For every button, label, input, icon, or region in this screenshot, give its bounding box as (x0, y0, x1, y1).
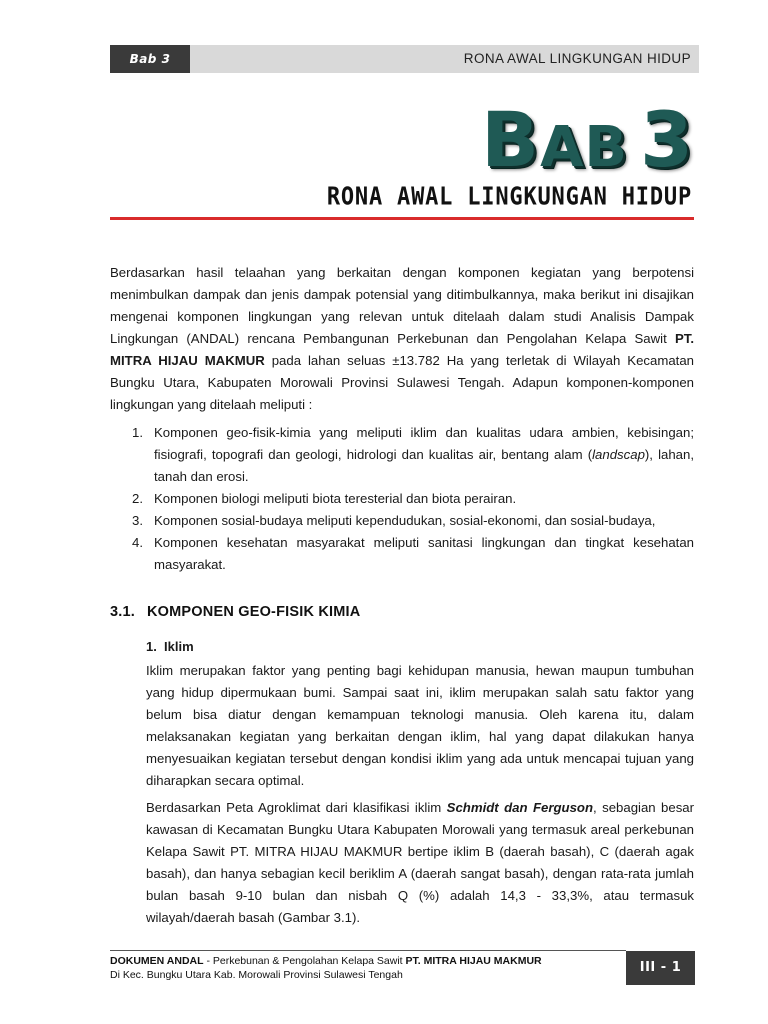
footer-doc-label: DOKUMEN ANDAL (110, 955, 204, 967)
chapter-tab: Bab 3 (110, 45, 190, 73)
list-item-emphasis: landscap (592, 447, 645, 462)
footer-divider (110, 950, 626, 951)
list-item-text: Komponen biologi meliputi biota teresterial dan biota perairan. (154, 491, 517, 506)
chapter-heading-number: 3 (640, 95, 694, 184)
intro-company: PT. MITRA HIJAU MAKMUR (110, 331, 694, 368)
list-item (110, 488, 694, 510)
list-item-number: 2. (132, 491, 143, 506)
list-item-number: 3. (132, 513, 143, 528)
list-item (110, 422, 694, 488)
list-item-text: Komponen kesehatan masyarakat meliputi sanitasi lingkungan dan tingkat kesehatan masyarakat. (154, 535, 694, 572)
intro-text-2: pada lahan seluas ±13.782 Ha yang terletak di Wilayah Kecamatan Bungku Utara, Kabupaten Morowali Provinsi Sulawesi Tengah. Adapun komponen-komponen lingkungan yang ditelaah meliputi : (110, 353, 694, 412)
list-item-text-end: ), lahan, tanah dan erosi. (154, 447, 694, 484)
chapter-heading-rest: AB (540, 115, 629, 180)
footer-company: PT. MITRA HIJAU MAKMUR (405, 955, 542, 967)
climate-paragraph-2-text-end: , sebagian besar kawasan di Kecamatan Bungku Utara Kabupaten Morowali yang termasuk areal perkebunan Kelapa Sawit PT. MITRA HIJAU MAKMUR bertipe iklim B (daerah basah), C (daerah agak basah), dan hanya sebagian kecil beriklim A (daerah sangat basah), dengan rata-rata jumlah bulan basah 9-10 bulan dan nisbah Q (%) adalah 14,3 - 33,3%, atau termasuk wilayah/daerah basah (Gambar 3.1). (146, 800, 695, 925)
subsection-title: Iklim (164, 639, 194, 654)
title-divider (110, 217, 694, 220)
section-number: 3.1. (110, 604, 135, 620)
footer-location: Di Kec. Bungku Utara Kab. Morowali Provinsi Sulawesi Tengah (110, 969, 403, 981)
footer-doc-desc: - Perkebunan & Pengolahan Kelapa Sawit (203, 955, 406, 967)
list-item-number: 1. (132, 425, 143, 440)
subsection-number: 1. (146, 639, 157, 654)
climate-paragraph-1: Iklim merupakan faktor yang penting bagi kehidupan manusia, hewan maupun tumbuhan yang hidup dipermukaan bumi. Sampai saat ini, iklim merupakan salah satu faktor yang belum bisa diatur dengan kemampuan teknologi manusia. Oleh karena itu, dalam melaksanakan kegiatan yang berkaitan dengan iklim, hal yang dapat dilakukan hanya menyesuaikan kegiatan tersebut dengan kondisi iklim yang ada untuk mencapai tujuan yang diharapkan secara optimal. (146, 663, 694, 788)
section-heading (110, 604, 360, 620)
running-header (110, 45, 699, 73)
intro-text-1: Berdasarkan hasil telaahan yang berkaitan dengan komponen kegiatan yang berpotensi menimbulkan dampak dan jenis dampak potensial yang ditimbulkannya, maka berikut ini disajikan mengenai komponen lingkungan yang relevan untuk ditelaah dalam studi Analisis Dampak Lingkungan (ANDAL) rencana Pembangunan Perkebunan dan Pengolahan Kelapa Sawit (110, 265, 694, 346)
list-item (110, 532, 694, 576)
section-title: KOMPONEN GEO-FISIK KIMIA (147, 604, 361, 620)
component-list (110, 422, 694, 576)
climate-classification-emphasis: Schmidt dan Ferguson (446, 800, 594, 815)
chapter-heading-initial: B (481, 95, 541, 184)
intro-paragraph (110, 262, 694, 416)
climate-paragraph-2-text: Berdasarkan Peta Agroklimat dari klasifikasi iklim (146, 800, 447, 815)
chapter-number-heading (481, 95, 694, 184)
subsection-heading (146, 639, 194, 654)
footer-document-line (110, 955, 542, 967)
climate-paragraph-2 (146, 797, 694, 929)
list-item-number: 4. (132, 535, 143, 550)
page-number: III - 1 (626, 951, 695, 985)
chapter-title: RONA AWAL LINGKUNGAN HIDUP (326, 183, 692, 211)
header-title: RONA AWAL LINGKUNGAN HIDUP (463, 51, 691, 66)
list-item (110, 510, 694, 532)
list-item-text: Komponen sosial-budaya meliputi kependudukan, sosial-ekonomi, dan sosial-budaya, (154, 513, 656, 528)
list-item-text: Komponen geo-fisik-kimia yang meliputi iklim dan kualitas udara ambien, kebisingan; fisiografi, topografi dan geologi, hidrologi dan kualitas air, bentang alam ( (154, 425, 694, 462)
